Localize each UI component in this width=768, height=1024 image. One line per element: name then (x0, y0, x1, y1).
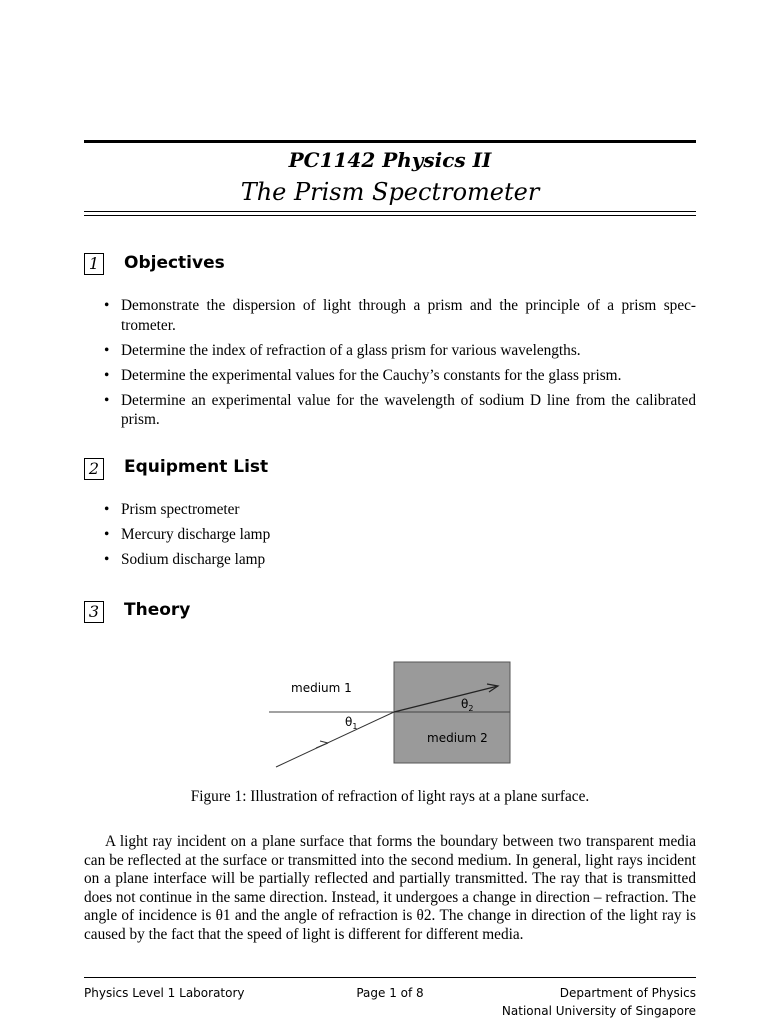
list-item: • Determine an experimental value for the wavelength of sodium D line from the calibrated prism. (104, 391, 696, 428)
theta-2-label: $\theta_2$ (461, 697, 474, 713)
section-title-equipment: Equipment List (124, 457, 269, 477)
course-code: PC1142 Physics II (288, 148, 492, 172)
list-item: • Prism spectrometer (104, 501, 240, 518)
objectives-list (104, 296, 696, 435)
footer-department: Department of Physics (559, 986, 696, 1000)
theory-paragraph: A light ray incident on a plane surface that forms the boundary between two transparent media can be reflected at the surface or transmitted into the second medium. In general, light rays incident on a plane interface will be partially reflected and partially transmitted. The ray that is transmitted does not continue in the same direction. Instead, it undergoes a change in direction – refraction. The angle of incidence is θ1 and the angle of refraction is θ2. The change in direction of the light ray is caused by the fact that the speed of light is different for different media. (84, 833, 696, 943)
bullet-icon: • (104, 366, 110, 384)
incident-arrow-icon (316, 741, 328, 748)
bullet-icon: • (104, 341, 110, 359)
section-number-2: 2 (84, 458, 104, 480)
bullet-icon: • (104, 526, 110, 543)
bullet-icon: • (104, 551, 110, 568)
footer-page-number: Page 1 of 8 (356, 986, 424, 1000)
list-item: • Determine the experimental values for the Cauchy’s constants for the glass prism. (104, 366, 622, 384)
bullet-icon: • (104, 501, 110, 518)
medium-1-label: medium 1 (291, 681, 352, 695)
section-number-1: 1 (84, 253, 104, 275)
incident-ray (276, 712, 394, 767)
list-item: • Mercury discharge lamp (104, 526, 271, 543)
equipment-list (104, 500, 696, 575)
bullet-icon: • (104, 391, 110, 409)
footer-rule (84, 977, 696, 978)
title-top-rule (84, 140, 696, 143)
figure-caption: Figure 1: Illustration of refraction of light rays at a plane surface. (190, 788, 590, 805)
theta-1-label: $\theta_1$ (345, 715, 358, 731)
section-title-objectives: Objectives (124, 253, 225, 273)
footer-university: National University of Singapore (501, 1004, 696, 1018)
list-item: • Demonstrate the dispersion of light through a prism and the principle of a prism spec-trometer. (104, 297, 696, 334)
list-item: • Determine the index of refraction of a glass prism for various wavelengths. (104, 341, 581, 359)
refraction-diagram (260, 655, 520, 775)
footer-left: Physics Level 1 Laboratory (84, 986, 245, 1000)
document-title: The Prism Spectrometer (240, 178, 540, 206)
medium-2-label: medium 2 (427, 731, 488, 745)
title-bottom-rule-2 (84, 215, 696, 216)
section-number-3: 3 (84, 601, 104, 623)
bullet-icon: • (104, 297, 110, 314)
title-bottom-rule-1 (84, 211, 696, 212)
section-title-theory: Theory (124, 600, 191, 620)
list-item: • Sodium discharge lamp (104, 551, 266, 568)
